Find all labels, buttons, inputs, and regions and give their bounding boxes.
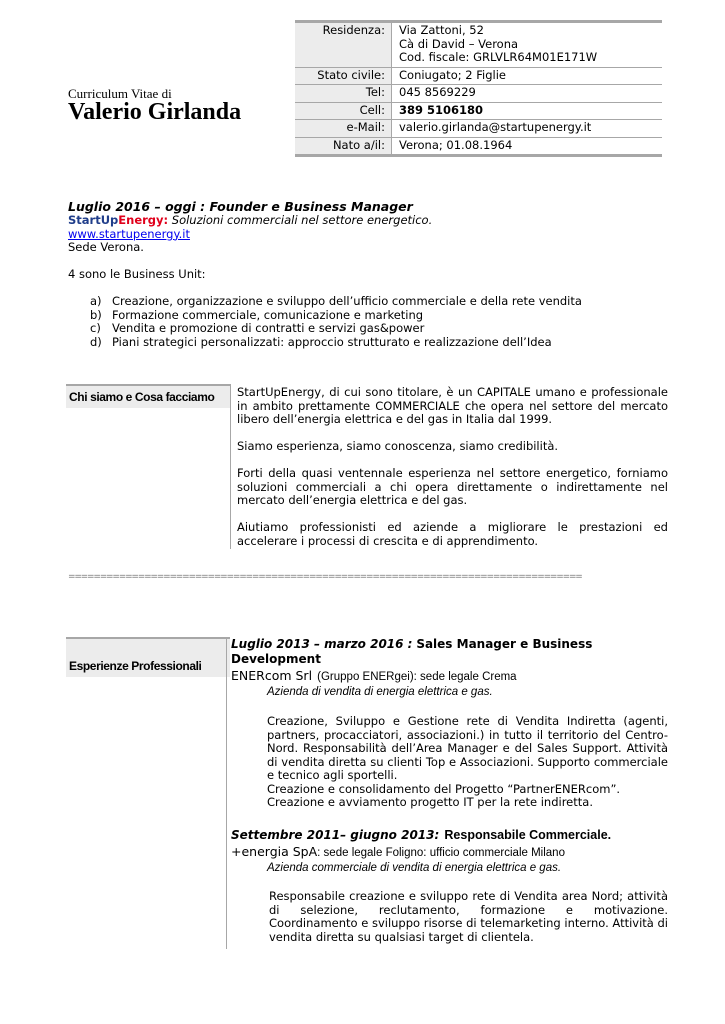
info-row-email (295, 120, 662, 138)
experience-divider (226, 637, 227, 949)
experience-section-label: Esperienze Professionali (66, 637, 230, 677)
info-value: Verona; 01.08.1964 (399, 137, 513, 152)
info-value (392, 23, 662, 67)
brand-startup: StartUp (68, 213, 119, 227)
current-job-title: Luglio 2016 – oggi : Founder e Business Manager (68, 199, 413, 214)
job-company-note: : sede legale Foligno: ufficio commerciale Milano (317, 847, 565, 859)
job-description: Creazione, Sviluppo e Gestione rete di Vendita Indiretta (agenti, partners, procacciatori, associazioni.) in tutto il territorio del Centro-Nord. Responsabilità dell’Area Manager e del Sales Support. Attività di vendita diretta su clienti Top e Associazioni. Supporto commerciale e tecnico agli sportelli. (267, 714, 668, 782)
company-line (68, 214, 668, 228)
experience-item-enercom (231, 637, 671, 810)
list-item: c) Vendita e promozione di contratti e servizi gas&power (90, 321, 425, 335)
job-header (231, 637, 671, 667)
info-value: Coniugato; 2 Figlie (399, 67, 506, 82)
list-item: a) Creazione, organizzazione e sviluppo dell’ufficio commerciale e della rete vendita (90, 294, 582, 308)
tax-code: Cod. fiscale: GRLVLR64M01E171W (399, 50, 598, 64)
job-company-note: (Gruppo ENERgei): sede legale Crema (317, 671, 517, 683)
info-value: 389 5106180 (399, 102, 484, 117)
about-paragraph: Aiutiamo professionisti ed aziende a migliorare le prestazioni ed accelerare i processi di crescita e di apprendimento. (237, 520, 668, 548)
about-paragraph: Siamo esperienza, siamo conoscenza, siamo credibilità. (237, 439, 559, 453)
info-label: e-Mail: (295, 120, 392, 137)
job-company-description: Azienda di vendita di energia elettrica e gas. (267, 686, 493, 698)
section-separator: ================================================================================= (68, 572, 582, 582)
company-website-link[interactable]: www.startupenergy.it (68, 226, 190, 241)
info-label: Residenza: (295, 23, 392, 67)
info-row-civil-status (295, 68, 662, 86)
info-label: Stato civile: (295, 68, 392, 85)
person-name: Valerio Girlanda (68, 99, 242, 125)
info-row-birth (295, 138, 662, 155)
about-text (237, 386, 668, 548)
info-row-tel (295, 85, 662, 103)
list-item: d) Piani strategici personalizzati: approccio strutturato e realizzazione dell’Idea (90, 334, 552, 349)
job-period: Luglio 2013 – marzo 2016 : (231, 637, 413, 651)
about-paragraph: StartUpEnergy, di cui sono titolare, è un CAPITALE umano e professionale in ambito prettamente COMMERCIALE che opera nel settore del mercato libero dell’energia elettrica e del gas in Italia dal 1999. (237, 385, 668, 426)
info-label: Tel: (295, 85, 392, 102)
job-extra: Creazione e avviamento progetto IT per la rete indiretta. (267, 795, 593, 809)
experience-item-piu-energia (231, 826, 671, 944)
company-seat: Sede Verona. (68, 240, 144, 254)
info-value: valerio.girlanda@startupenergy.it (399, 120, 592, 134)
job-company: ENERcom Srl (231, 668, 313, 683)
info-value: 045 8569229 (399, 85, 476, 99)
about-divider (230, 384, 231, 549)
job-header (231, 826, 671, 843)
info-label: Nato a/il: (295, 138, 392, 155)
about-paragraph: Forti della quasi ventennale esperienza nel settore energetico, forniamo soluzioni commerciali a chi opera direttamente o indirettamente nel mercato dell’energia elettrica e del gas. (237, 466, 668, 507)
address-line: Via Zattoni, 52 (399, 23, 484, 37)
info-label: Cell: (295, 103, 392, 120)
current-job (68, 199, 668, 349)
cv-label: Curriculum Vitae di (68, 86, 172, 101)
job-company-line (231, 843, 671, 861)
job-period: Settembre 2011– giugno 2013: (231, 828, 440, 842)
business-units-list (90, 295, 668, 349)
personal-info-table (295, 20, 662, 157)
about-section-label: Chi siamo e Cosa facciamo (66, 384, 230, 408)
address-city: Cà di David – Verona (399, 36, 519, 51)
job-role: Sales Manager e Business Development (231, 637, 593, 666)
job-role: Responsabile Commerciale. (444, 828, 612, 842)
job-company-line (231, 667, 671, 685)
brand-energy: Energy: (118, 213, 169, 227)
job-company: +energia SpA (231, 844, 318, 859)
list-item: b) Formazione commerciale, comunicazione e marketing (90, 307, 424, 322)
job-extra: Creazione e consolidamento del Progetto “PartnerENERcom”. (267, 781, 621, 796)
business-units-intro: 4 sono le Business Unit: (68, 266, 206, 281)
info-row-residence (295, 23, 662, 68)
company-description: Soluzioni commerciali nel settore energetico. (171, 213, 433, 227)
info-row-cell (295, 103, 662, 121)
job-description: Responsabile creazione e sviluppo rete di Vendita area Nord; attività di selezione, reclutamento, formazione e motivazione. Coordinamento e sviluppo risorse di telemarketing interno. Attività di vendita diretta su qualsiasi target di clientela. (269, 889, 668, 944)
job-company-description: Azienda commerciale di vendita di energia elettrica e gas. (267, 862, 562, 874)
